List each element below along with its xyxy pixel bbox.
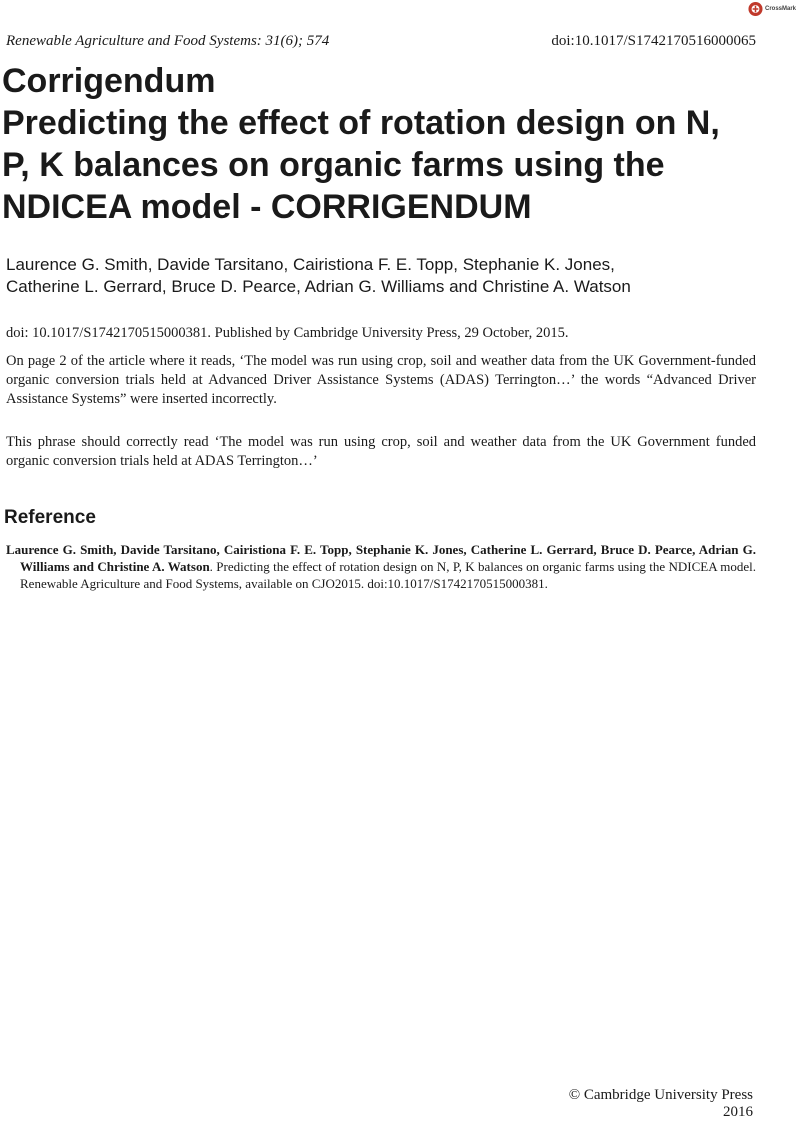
copyright-notice: © Cambridge University Press 2016 [568,1087,753,1120]
title-line-3: P, K balances on organic farms using the [2,146,665,184]
author-list [6,254,766,298]
article-title [2,60,792,228]
original-article-doi: doi: 10.1017/S1742170515000381. Published by Cambridge University Press, 29 October, 2015. [6,325,569,341]
author-line-1: Laurence G. Smith, Davide Tarsitano, Cairistiona F. E. Topp, Stephanie K. Jones, [6,255,615,274]
reference-heading: Reference [4,507,96,528]
body-paragraph-2: This phrase should correctly read ‘The model was run using crop, soil and weather data from the UK Government funded organic conversion trials held at ADAS Terrington…’ [6,434,756,469]
title-line-1: Corrigendum [2,62,216,100]
reference-entry [6,541,756,592]
crossmark-icon [748,1,763,17]
article-doi[interactable]: doi:10.1017/S1742170516000065 [551,33,756,49]
crossmark-label: CrossMark [764,6,796,12]
running-head [6,33,756,50]
reference-authors: Laurence G. Smith, Davide Tarsitano, Cairistiona F. E. Topp, Stephanie K. Jones, Catherine L. Gerrard, Bruce D. Pearce, Adrian G. Williams and Christine A. Watson [6,542,756,574]
title-line-2: Predicting the effect of rotation design on N, [2,104,720,142]
title-line-4: NDICEA model - CORRIGENDUM [2,188,532,226]
reference-text: . Predicting the effect of rotation design on N, P, K balances on organic farms using the NDICEA model. Renewable Agriculture and Food Systems, available on CJO2015. doi:10.1017/S1742170515000381. [20,559,756,591]
journal-citation: Renewable Agriculture and Food Systems: 31(6); 574 [6,33,330,49]
author-line-2: Catherine L. Gerrard, Bruce D. Pearce, Adrian G. Williams and Christine A. Watson [6,277,631,296]
crossmark-badge[interactable] [748,0,796,18]
body-paragraph-1: On page 2 of the article where it reads, ‘The model was run using crop, soil and weather data from the UK Government-funded organic conversion trials held at Advanced Driver Assistance Systems (ADAS) Terrington…’ the words “Advanced Driver Assistance Systems” were inserted incorrectly. [6,353,756,407]
